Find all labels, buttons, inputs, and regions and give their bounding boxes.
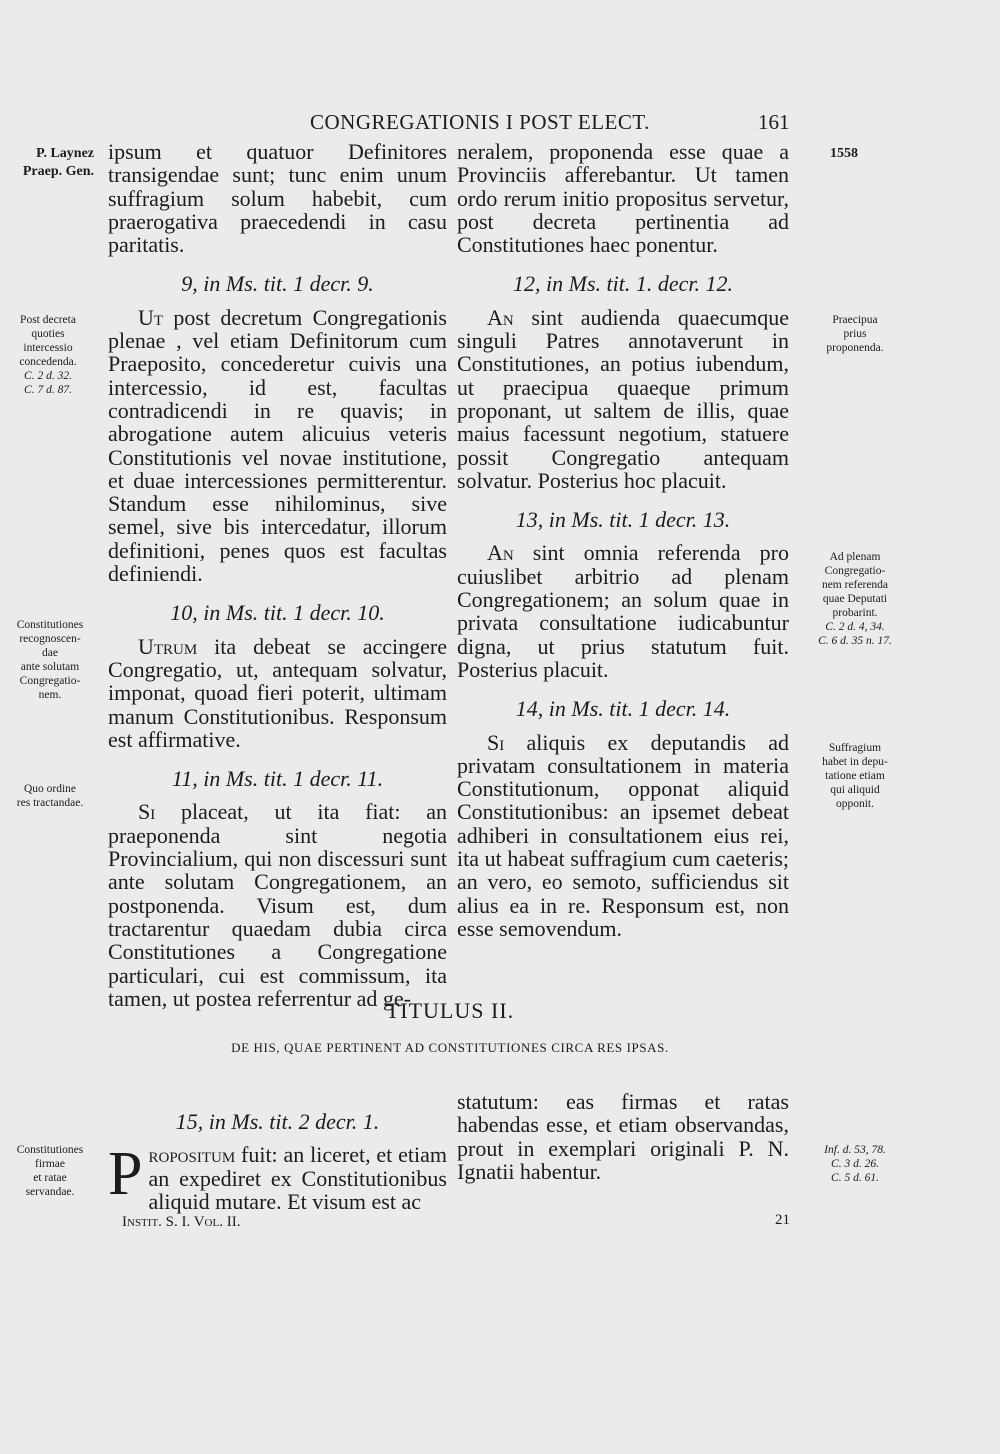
footer-sheet-number: 21 [775, 1212, 790, 1228]
note-reference: Inf. d. 53, 78. [824, 1144, 886, 1156]
paragraph-10 [108, 635, 447, 751]
note-line: tatione etiam [825, 770, 885, 782]
author-title: Praep. Gen. [22, 164, 94, 179]
note-line: quae Deputati [822, 593, 888, 605]
note-line: recognoscen- [19, 633, 81, 645]
paragraph-text: ita debeat se accingere Congregatio, ut, antequam solvatur, imponat, quoad fieri poterit, ultimam manum Constitutionibus. Responsum est affirmative. [108, 633, 447, 752]
note-line: servandae. [25, 1186, 75, 1198]
note-reference: C. 2 d. 32. [24, 370, 72, 382]
note-line: nem. [38, 689, 62, 701]
note-line: et ratae [33, 1172, 67, 1184]
margin-note-praecipua [805, 313, 905, 355]
note-line: concedenda. [19, 356, 77, 368]
note-line: habet in depu- [822, 756, 888, 768]
lead-word: Utrum [138, 633, 198, 659]
note-line: Ad plenam [829, 551, 881, 563]
paragraph-continued: ipsum et quatuor Definitores transigendae sunt; tunc enim unum suffragium solum habebit, cum praerogativa praecedendi in casu paritatis. [108, 139, 447, 258]
page-header [0, 110, 1000, 140]
note-reference: C. 6 d. 35 n. 17. [818, 635, 892, 647]
lead-word: Si [138, 799, 156, 825]
section-heading-14: 14, in Ms. tit. 1 decr. 14. [515, 696, 731, 722]
note-line: firmae [34, 1158, 65, 1170]
right-column [457, 140, 789, 940]
author-marginal [6, 145, 94, 181]
note-line: Quo ordine [23, 783, 77, 795]
note-line: probarint. [832, 607, 878, 619]
running-title: CONGREGATIONIS I POST ELECT. [310, 110, 650, 134]
bottom-left-column [108, 1110, 447, 1213]
lead-word: ropositum [148, 1142, 236, 1168]
paragraph-12 [457, 306, 789, 492]
lead-word: An [487, 304, 514, 330]
paragraph-text: sint audienda quaecumque singuli Patres annotaverunt in Constitutiones, an potius iubendum, ut praecipua quaeque primum proponant, ut saltem de illis, quae maius facessunt negotium, statuere possit Congregatio antequam solvatur. Posterius hoc placuit. [457, 304, 789, 493]
paragraph-14 [457, 731, 789, 941]
section-heading-13: 13, in Ms. tit. 1 decr. 13. [515, 507, 731, 533]
margin-note-intercessio [4, 313, 92, 397]
margin-note-recognoscendae [4, 618, 96, 702]
paragraph-text: placeat, ut ita fiat: an praeponenda sint negotia Provincialium, qui non discessuri sunt ante solutam Congregationem, an postponenda. Visum est, dum tractarentur quaedam dubia circa Constitutiones a Congregatione particulari, cui est commissum, ita tamen, ut postea referrentur ad ge- [108, 799, 447, 1011]
section-heading-11: 11, in Ms. tit. 1 decr. 11. [171, 766, 384, 792]
note-line: dae [42, 647, 58, 659]
note-reference: C. 3 d. 26. [831, 1158, 879, 1170]
section-heading-10: 10, in Ms. tit. 1 decr. 10. [170, 600, 385, 626]
paragraph-continued: statutum: eas firmas et ratas habendas esse, et etiam observandas, prout in exemplari originali P. N. Ignatii habentur. [457, 1089, 789, 1184]
note-line: Congregatio- [824, 565, 886, 577]
margin-note-references [805, 1143, 905, 1185]
note-line: ante solutam [20, 661, 80, 673]
paragraph-9 [108, 306, 447, 586]
lead-word: Si [487, 729, 505, 755]
note-line: opponit. [835, 798, 874, 810]
margin-note-ordo [4, 782, 96, 810]
note-line: intercessio [23, 342, 73, 354]
titulus-subtitle: DE HIS, QUAE PERTINENT AD CONSTITUTIONES CIRCA RES IPSAS. [231, 1040, 669, 1055]
paragraph-continued: neralem, proponenda esse quae a Provinciis afferebantur. Ut tamen ordo rerum initio propositus servetur, post decreta pertinentia ad Constitutiones haec ponentur. [457, 139, 789, 258]
note-line: Congregatio- [19, 675, 81, 687]
section-heading-12: 12, in Ms. tit. 1. decr. 12. [513, 271, 733, 297]
note-line: prius [843, 328, 867, 340]
paragraph-text: sint omnia referenda pro cuiuslibet arbitrio ad plenam Congregationem; an solum quae in privata consultatione iudicabuntur digna, ut prius statutum fuit. Posterius placuit. [457, 540, 789, 682]
paragraph-11 [108, 800, 447, 1010]
note-reference: C. 2 d. 4, 34. [825, 621, 885, 633]
left-column [108, 140, 447, 1010]
paragraph-text: fuit: an liceret, et etiam an expediret ex Constitutionibus aliquid mutare. Et visum est ac [148, 1142, 447, 1214]
section-heading-15: 15, in Ms. tit. 2 decr. 1. [175, 1109, 380, 1134]
note-line: res tractandae. [16, 797, 84, 809]
footer-signature: Instit. S. I. Vol. II. [122, 1214, 241, 1230]
titulus-heading: TITULUS II. [385, 998, 515, 1023]
paragraph-text: aliquis ex deputandis ad privatam consultationem in materia Constitutionum, opponat aliquid Constitutionibus: an ipsemet debeat adhiberi in consultationem eius rei, ita ut habeat suffragium cum caeteris; an vero, eo semoto, sufficiendus sit alius ea in re. Responsum est, non esse semovendum. [457, 729, 789, 941]
note-line: quoties [31, 328, 65, 340]
bottom-right-column [457, 1090, 789, 1183]
drop-capital: P [108, 1140, 143, 1209]
lead-word: An [487, 540, 514, 566]
year-marginal: 1558 [830, 146, 858, 161]
margin-note-plenam [805, 550, 905, 648]
note-line: Constitutiones [16, 1144, 84, 1156]
section-heading-9: 9, in Ms. tit. 1 decr. 9. [181, 271, 374, 297]
lead-word: Ut [138, 304, 164, 330]
note-line: Constitutiones [16, 619, 84, 631]
note-line: proponenda. [826, 342, 884, 354]
note-line: nem referenda [821, 579, 889, 591]
note-line: qui aliquid [830, 784, 880, 796]
paragraph-13 [457, 541, 789, 681]
margin-note-suffragium [805, 741, 905, 811]
note-reference: C. 5 d. 61. [831, 1172, 879, 1184]
paragraph-text: post decretum Congregationis plenae , vel etiam Definitorum cum Praeposito, concederetur cuivis una intercessio, id est, facultas contradicendi in re quavis; in abrogatione autem alicuius veteris Constitutionis vel novae institutione, et duae intercessiones permitterentur. Standum esse nihilominus, sive semel, sive bis intercedatur, illorum definitioni, penes quos est facultas definiendi. [108, 304, 447, 587]
paragraph-15 [108, 1140, 447, 1214]
note-line: Post decreta [20, 314, 76, 326]
author-name: P. Laynez [36, 146, 94, 161]
margin-note-firmae [4, 1143, 96, 1199]
note-reference: C. 7 d. 87. [24, 384, 72, 396]
note-line: Suffragium [828, 742, 882, 754]
page-number: 161 [758, 110, 790, 134]
note-line: Praecipua [832, 314, 878, 326]
